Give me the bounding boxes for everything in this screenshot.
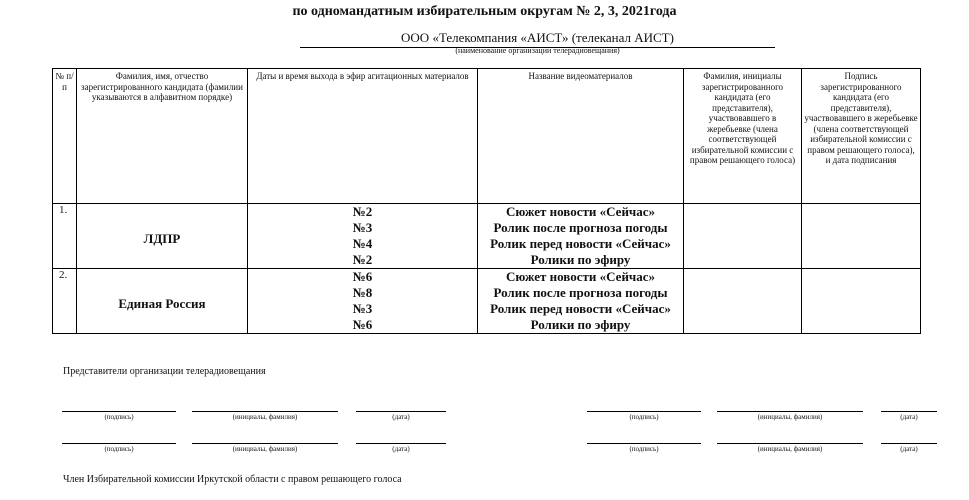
document-subtitle: по одномандатным избирательным округам № 2, 3, 2021года [292,4,677,19]
date-line[interactable] [356,411,446,423]
signature-caption: (подпись) [629,445,659,453]
signature-caption: (подпись) [104,445,134,453]
signature-line[interactable] [62,443,176,455]
video-title: Ролик перед новости «Сейчас» [490,236,671,251]
table-header-row [53,69,921,204]
row-slots [248,269,478,334]
signature-cell[interactable] [802,269,921,334]
header-candidate: Фамилия, имя, отчество зарегистрированного кандидата (фамилии указываются в алфавитном порядке) [77,69,248,204]
commission-member-title: Член Избирательной комиссии Иркутской области с правом решающего голоса [63,474,402,485]
slot: №6 [352,269,373,284]
row-videos [478,269,684,334]
date-caption: (дата) [392,413,410,421]
video-title: Ролики по эфиру [530,317,631,332]
slot: №3 [352,220,373,235]
participant-cell[interactable] [684,204,802,269]
name-caption: (инициалы, фамилия) [757,445,823,453]
slot: №4 [352,236,373,251]
row-videos [478,204,684,269]
slot: №6 [352,317,373,332]
participant-cell[interactable] [684,269,802,334]
video-title: Ролики по эфиру [530,252,631,267]
header-participant: Фамилия, инициалы зарегистрированного кандидата (его представителя), участвовавшего в жеребьевке (члена соответствующей избирательной комиссии с правом решающего голоса) [684,69,802,204]
name-line[interactable] [717,443,863,455]
signature-line[interactable] [62,411,176,423]
slot: №2 [352,204,373,219]
video-title: Ролик после прогноза погоды [493,220,668,235]
signature-caption: (подпись) [629,413,659,421]
video-title: Ролик перед новости «Сейчас» [490,301,671,316]
video-title: Ролик после прогноза погоды [493,285,668,300]
row-slots [248,204,478,269]
signature-caption: (подпись) [104,413,134,421]
date-line[interactable] [356,443,446,455]
header-airtime: Даты и время выхода в эфир агитационных материалов [248,69,478,204]
signature-cell[interactable] [802,204,921,269]
row-party: ЛДПР [77,204,248,269]
name-caption: (инициалы, фамилия) [232,445,298,453]
organization-name: ООО «Телекомпания «АИСТ» (телеканал АИСТ) [300,30,775,48]
header-video: Название видеоматериалов [478,69,684,204]
slot: №3 [352,301,373,316]
row-num: 2. [53,269,77,334]
date-line[interactable] [881,443,937,455]
signature-line[interactable] [587,411,701,423]
signature-line[interactable] [587,443,701,455]
name-line[interactable] [192,443,338,455]
table-row [53,204,921,269]
header-signature: Подпись зарегистрированного кандидата (его представителя), участвовавшего в жеребьевке (члена соответствующей избирательной комиссии с правом решающего голоса), и дата подписания [802,69,921,204]
table-row [53,269,921,334]
airtime-draw-table [52,68,921,334]
name-caption: (инициалы, фамилия) [232,413,298,421]
date-caption: (дата) [900,413,918,421]
name-line[interactable] [717,411,863,423]
date-caption: (дата) [392,445,410,453]
header-num: № п/п [53,69,77,204]
date-caption: (дата) [900,445,918,453]
video-title: Сюжет новости «Сейчас» [505,269,656,284]
representatives-title: Представители организации телерадиовещания [63,366,266,377]
slot: №2 [352,252,373,267]
name-caption: (инициалы, фамилия) [757,413,823,421]
organization-caption: (наименование организации телерадиовещания) [455,46,620,55]
row-num: 1. [53,204,77,269]
name-line[interactable] [192,411,338,423]
date-line[interactable] [881,411,937,423]
row-party: Единая Россия [77,269,248,334]
slot: №8 [352,285,373,300]
video-title: Сюжет новости «Сейчас» [505,204,656,219]
